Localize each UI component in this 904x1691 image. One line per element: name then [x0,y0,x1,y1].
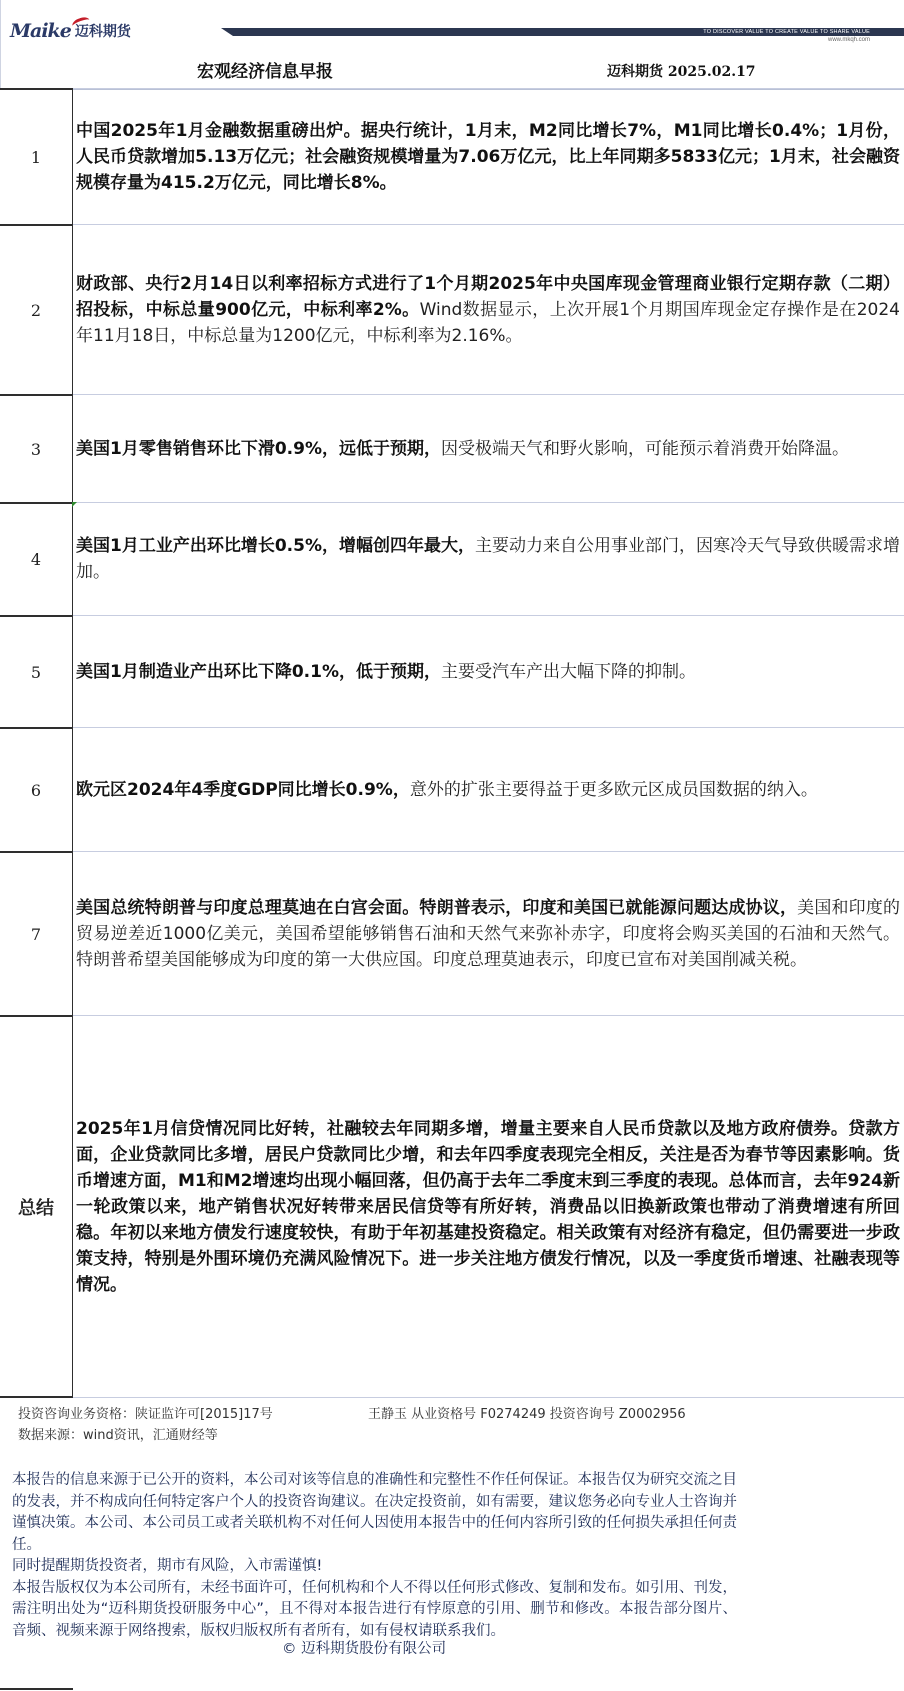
news-text [76,271,900,349]
disclaimer-paragraph: 本报告的信息来源于已公开的资料，本公司对该等信息的准确性和完整性不作任何保证。本报告仅为研究交流之目的发表，并不构成向任何特定客户个人的投资咨询建议。在决定投资前，如有需要，建议您务必向专业人士咨询并谨慎决策。本公司、本公司员工或者关联机构不对任何人因使用本报告中的任何内容所引致的任何损失承担任何责任。 [12,1472,737,1553]
news-text [76,118,900,196]
footer-info [18,1404,686,1446]
news-headline: 美国1月零售销售环比下滑0.9%，远低于预期， [76,438,441,459]
row-content [73,224,904,394]
row-content [73,615,904,727]
news-row [0,502,904,615]
news-headline: 欧元区2024年4季度GDP同比增长0.9%， [76,779,410,800]
copyright-line: © 迈科期货股份有限公司 [282,1641,447,1657]
news-row [0,727,904,851]
bottom-left-line [0,1688,73,1690]
risk-warning: 同时提醒期货投资者，期市有风险，入市需谨慎! [12,1558,323,1574]
news-text [76,533,900,585]
summary-content [73,1015,904,1397]
news-detail: 主要受汽车产出大幅下降的抑制。 [440,661,696,682]
news-headline: 中国2025年1月金融数据重磅出炉。据央行统计，1月末，M2同比增长7%，M1同比增长0.4%；1月份，人民币贷款增加5.13万亿元；社会融资规模增量为7.06万亿元，比上年同期多5833亿元；1月末，社会融资规模存量为415.2万亿元，同比增长8%。 [76,120,900,193]
qualification-text: 投资咨询业务资格：陕证监许可[2015]17号 [18,1407,273,1422]
summary-label: 总结 [0,1015,73,1397]
news-detail: 因受极端天气和野火影响，可能预示着消费开始降温。 [440,438,849,459]
news-row [0,851,904,1015]
news-row [0,224,904,394]
news-detail: 主要动力来自公用事业部门，因寒冷天气导致供暖需求增加。 [76,536,900,582]
news-text [76,659,696,685]
row-content [73,502,904,615]
data-source-text: 数据来源：wind资讯，汇通财经等 [18,1428,218,1443]
news-headline: 美国1月工业产出环比增长0.5%，增幅创四年最大， [76,536,475,556]
logo-en: Maike [10,20,71,42]
row-number: 4 [0,502,73,615]
news-row [0,615,904,727]
news-headline: 财政部、央行2月14日以利率招标方式进行了1个月期2025年中央国库现金管理商业银行定期存款（二期）招投标，中标总量900亿元，中标利率2%。 [76,273,900,320]
analyst-text: 王静玉 从业资格号 F0274249 投资咨询号 Z0002956 [368,1407,686,1422]
news-text [76,777,818,803]
news-detail: 美国和印度的贸易逆差近1000亿美元，美国希望能够销售石油和天然气来弥补赤字，印度将会购买美国的石油和天然气。特朗普希望美国能够成为印度的第一大供应国。印度总理莫迪表示，印度已宣布对美国削减关税。 [76,897,901,970]
page-title: 宏观经济信息早报 [197,62,333,82]
row-content [73,727,904,851]
row-content [73,394,904,502]
banner-slogan: TO DISCOVER VALUE TO CREATE VALUE TO SHARE VALUE [703,29,870,35]
news-headline: 美国总统特朗普与印度总理莫迪在白宫会面。特朗普表示，印度和美国已就能源问题达成协议， [76,897,798,918]
news-detail: 意外的扩张主要得益于更多欧元区成员国数据的纳入。 [409,779,818,800]
row-number: 7 [0,851,73,1015]
summary-row [0,1015,904,1397]
row-number: 3 [0,394,73,502]
row-number: 1 [0,88,73,224]
table-bottom-left-line [0,1396,73,1398]
report-date: 迈科期货 2025.02.17 [607,64,756,80]
row-content [73,851,904,1015]
row-number: 2 [0,224,73,394]
summary-text: 2025年1月信贷情况同比好转，社融较去年同期多增，增量主要来自人民币贷款以及地方政府债券。贷款方面，企业贷款同比多增，居民户贷款同比少增，和去年四季度表现完全相反，关注是否为春节等因素影响。货币增速方面，M1和M2增速均出现小幅回落，但仍高于去年二季度末到三季度的表现。总体而言，去年924新一轮政策以来，地产销售状况好转带来居民信贷等有所好转，消费品以旧换新政策也带动了消费增速有所回稳。年初以来地方债发行速度较快，有助于年初基建投资稳定。相关政策有对经济有稳定，但仍需要进一步政策支持，特别是外围环境仍充满风险情况下。进一步关注地方债发行情况，以及一季度货币增速、社融表现等情况。 [76,1118,900,1295]
table-bottom-line [0,1397,904,1398]
banner-url: www.mkqh.com [827,37,870,43]
news-row [0,394,904,502]
news-row [0,88,904,224]
logo-cn: 迈科期货 [74,24,131,40]
row-number: 6 [0,727,73,851]
company-logo [10,20,131,42]
cell-comment-marker [72,502,77,507]
disclaimer [12,1470,737,1642]
header-banner [0,0,904,46]
row-content [73,88,904,224]
news-headline: 美国1月制造业产出环比下降0.1%，低于预期， [76,661,441,682]
news-detail: Wind数据显示，上次开展1个月期国库现金定存操作是在2024年11月18日，中标总量为1200亿元，中标利率为2.16%。 [76,299,900,346]
news-text [76,436,849,462]
row-number: 5 [0,615,73,727]
news-text [76,895,900,973]
title-row [0,50,904,90]
copyright-notice: 本报告版权仅为本公司所有，未经书面许可，任何机构和个人不得以任何形式修改、复制和发布。如引用、刊发，需注明出处为“迈科期货投研服务中心”，且不得对本报告进行有悖原意的引用、删节和修改。本报告部分图片、音频、视频来源于网络搜索，版权归版权所有者所有，如有侵权请联系我们。 [12,1579,737,1639]
